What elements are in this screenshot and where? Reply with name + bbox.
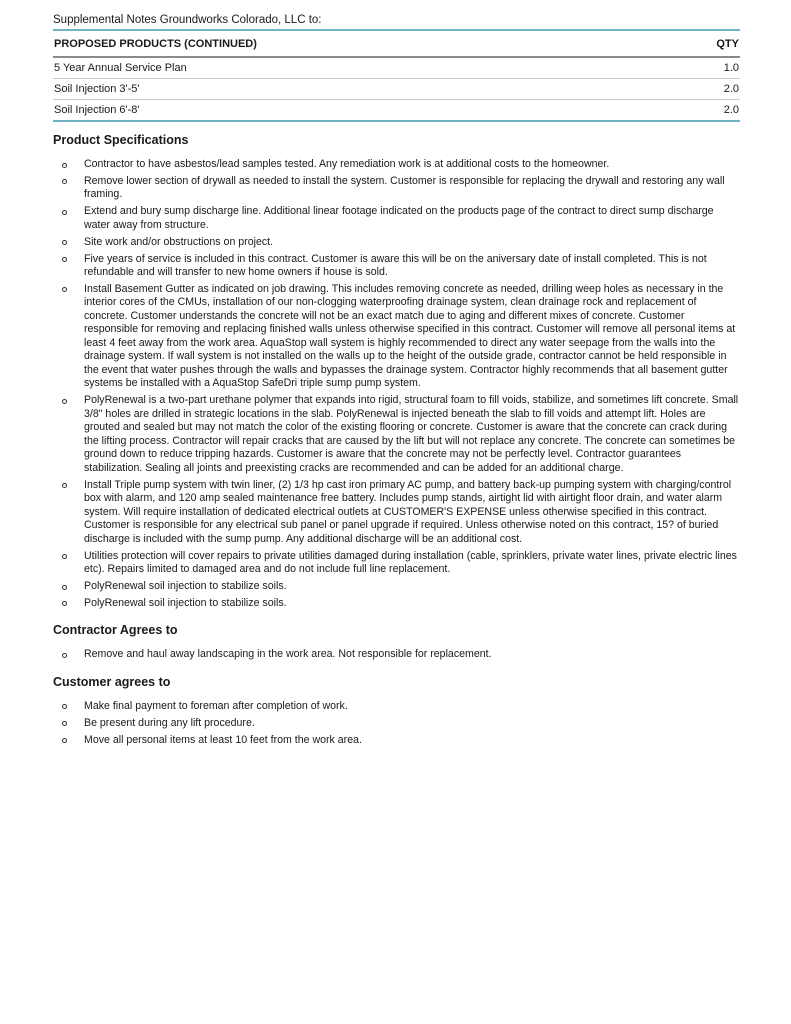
proposed-products-table (53, 29, 740, 122)
list-item (53, 479, 740, 547)
list-item-text: Move all personal items at least 10 feet from the work area. (84, 733, 362, 746)
list-item-text: Remove and haul away landscaping in the work area. Not responsible for replacement. (84, 648, 492, 661)
bullet-icon (62, 554, 67, 559)
list-item (53, 283, 740, 391)
list-item-text: Install Triple pump system with twin liner, (2) 1/3 hp cast iron primary AC pump, and battery back-up pumping system with charging/control box with alarm, and 120 amp sealed maintenance free battery. Includes pump stands, airtight lid with airtight floor drain, and water alarm system. Will require installation of dedicated electrical outlets at CUSTOMER'S EXPENSE unless otherwise specified in this contract. Customer is responsible for any electrical sub panel or panel upgrade if required. Unless otherwise noted on this contract, 15? of buried discharge is included with the sump pump. Any additional discharge will be an additional cost. (84, 478, 732, 545)
product-specifications-list (53, 158, 740, 610)
bullet-icon (62, 738, 67, 743)
list-item (53, 175, 740, 202)
bullet-icon (62, 585, 67, 590)
bullet-icon (62, 399, 67, 404)
bullet-icon (62, 210, 67, 215)
list-item-text: Utilities protection will cover repairs to private utilities damaged during installation (cable, sprinklers, private water lines, private electric lines etc). Repairs limited to damaged area and do not include full line replacement. (84, 549, 737, 576)
product-qty: 2.0 (666, 100, 740, 122)
list-item-text: Install Basement Gutter as indicated on job drawing. This includes removing concrete as needed, drilling weep holes as necessary in the interior cores of the CMUs, installation of our non-clogging waterproofing drainage system, clean drainage rock and replacement of concrete. Customer understands the concrete will not be an exact match due to aging and different mixes of concrete. Customer responsible for removing and replacing finished walls unless otherwise specified in this contract. Customer will remove all personal items at least 4 feet away from the work area. AquaStop wall system is highly recommended to direct any water seepage from the walls into the drainage system. If wall system is not installed on the walls up to the height of the outside grade, contractor cannot be held responsible in the event that water pushes through the walls and bypasses the drainage system. Contractor highly recommends that all basement gutter systems be installed with a AquaStop SafeDri triple sump pump system. (84, 282, 736, 390)
section-heading-customer-agrees: Customer agrees to (53, 674, 171, 689)
list-item (53, 734, 740, 748)
bullet-icon (62, 287, 67, 292)
contractor-agrees-list (53, 648, 740, 662)
list-item (53, 236, 740, 250)
column-header-product: PROPOSED PRODUCTS (CONTINUED) (53, 30, 666, 57)
list-item-text: Extend and bury sump discharge line. Additional linear footage indicated on the products page of the contract to direct sump discharge water away from structure. (84, 205, 714, 231)
bullet-icon (62, 240, 67, 245)
list-item (53, 394, 740, 475)
supplemental-notes-title: Supplemental Notes Groundworks Colorado, LLC to: (53, 14, 322, 26)
list-item-text: Contractor to have asbestos/lead samples tested. Any remediation work is at additional costs to the homeowner. (84, 158, 610, 170)
list-item-text: PolyRenewal soil injection to stabilize soils. (84, 580, 287, 593)
list-item-text: Site work and/or obstructions on project. (84, 235, 274, 248)
list-item (53, 253, 740, 280)
list-item (53, 550, 740, 577)
bullet-icon (62, 704, 67, 709)
list-item (53, 648, 740, 662)
column-header-qty: QTY (666, 30, 740, 57)
section-heading-contractor-agrees: Contractor Agrees to (53, 623, 178, 638)
table-row (53, 57, 740, 79)
list-item-text: Be present during any lift procedure. (84, 716, 255, 729)
bullet-icon (62, 601, 67, 606)
bullet-icon (62, 163, 67, 168)
list-item (53, 158, 740, 172)
list-item-text: PolyRenewal is a two-part urethane polymer that expands into rigid, structural foam to fill voids, stabilize, and sometimes lift concrete. Small 3/8" holes are drilled in strategic locations in the slab. PolyRenewal is injected beneath the slab to fill voids and attempt lift. Holes are grouted and sealed but may not match the color of the existing flooring or concrete. Customer is aware that the concrete can crack during the lifting process. Contractor will repair cracks that are caused by the lift but will not replace any concrete. The concrete can sometimes be ground down to reduce tripping hazards. Customer is aware that the concrete may not be perfectly level. Contractor guarantees stabilization. Sealing all joints and preexisting cracks are recommended and can be added for an additional charge. (84, 394, 739, 474)
list-item-text: PolyRenewal soil injection to stabilize soils. (84, 596, 287, 609)
list-item-text: Remove lower section of drywall as needed to install the system. Customer is responsible for replacing the drywall and restoring any wall framing. (84, 174, 725, 201)
table-row (53, 100, 740, 122)
bullet-icon (62, 483, 67, 488)
list-item-text: Make final payment to foreman after completion of work. (84, 699, 348, 712)
customer-agrees-list (53, 700, 740, 747)
bullet-icon (62, 179, 67, 184)
table-row (53, 79, 740, 100)
list-item (53, 580, 740, 594)
list-item (53, 205, 740, 232)
product-name: Soil Injection 3'-5' (53, 79, 666, 100)
list-item (53, 717, 740, 731)
list-item (53, 700, 740, 714)
table-header-row (53, 30, 740, 57)
product-qty: 1.0 (666, 57, 740, 79)
list-item-text: Five years of service is included in this contract. Customer is aware this will be on the aniversary date of install completed. This is not refundable and will transfer to new home owners if house is sold. (84, 252, 707, 279)
bullet-icon (62, 721, 67, 726)
bullet-icon (62, 257, 67, 262)
section-heading-product-specifications: Product Specifications (53, 133, 189, 147)
list-item (53, 597, 740, 611)
product-name: 5 Year Annual Service Plan (53, 57, 666, 79)
product-name: Soil Injection 6'-8' (53, 100, 666, 122)
document-page (53, 0, 740, 751)
product-qty: 2.0 (666, 79, 740, 100)
bullet-icon (62, 653, 67, 658)
